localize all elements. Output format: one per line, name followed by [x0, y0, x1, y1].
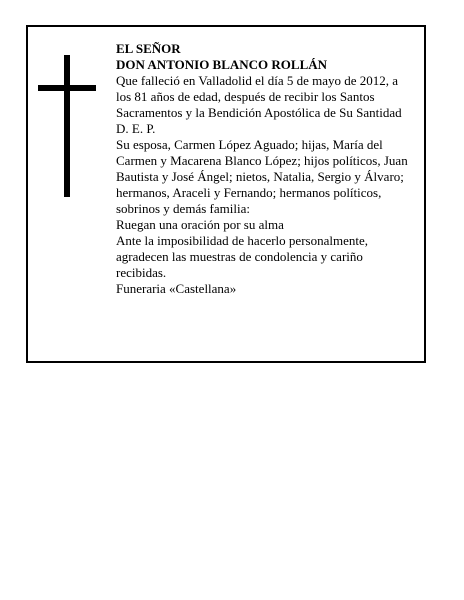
- cross-icon: [38, 55, 96, 197]
- dep-label: D. E. P.: [116, 121, 156, 136]
- cross-horizontal-bar: [38, 85, 96, 91]
- funeral-home: Funeraria «Castellana»: [116, 281, 237, 296]
- obituary-notice: [26, 25, 426, 363]
- death-info: Que falleció en Valladolid el día 5 de mayo de 2012, a los 81 años de edad, después de recibir los Santos Sacramentos y la Bendición Apostólica de Su Santidad: [116, 73, 402, 120]
- cross-vertical-bar: [64, 55, 70, 197]
- notice-text: [116, 41, 416, 297]
- notice-title-line2: DON ANTONIO BLANCO ROLLÁN: [116, 57, 328, 72]
- thanks-message: Ante la imposibilidad de hacerlo personalmente, agradecen las muestras de condolencia y cariño recibidas.: [116, 233, 368, 280]
- prayer-request: Ruegan una oración por su alma: [116, 217, 284, 232]
- notice-title-line1: EL SEÑOR: [116, 41, 181, 56]
- family-list: Su esposa, Carmen López Aguado; hijas, María del Carmen y Macarena Blanco López; hijos políticos, Juan Bautista y José Ángel; nietos, Natalia, Sergio y Álvaro; hermanos, Araceli y Fernando; hermanos políticos, sobrinos y demás familia:: [116, 137, 408, 216]
